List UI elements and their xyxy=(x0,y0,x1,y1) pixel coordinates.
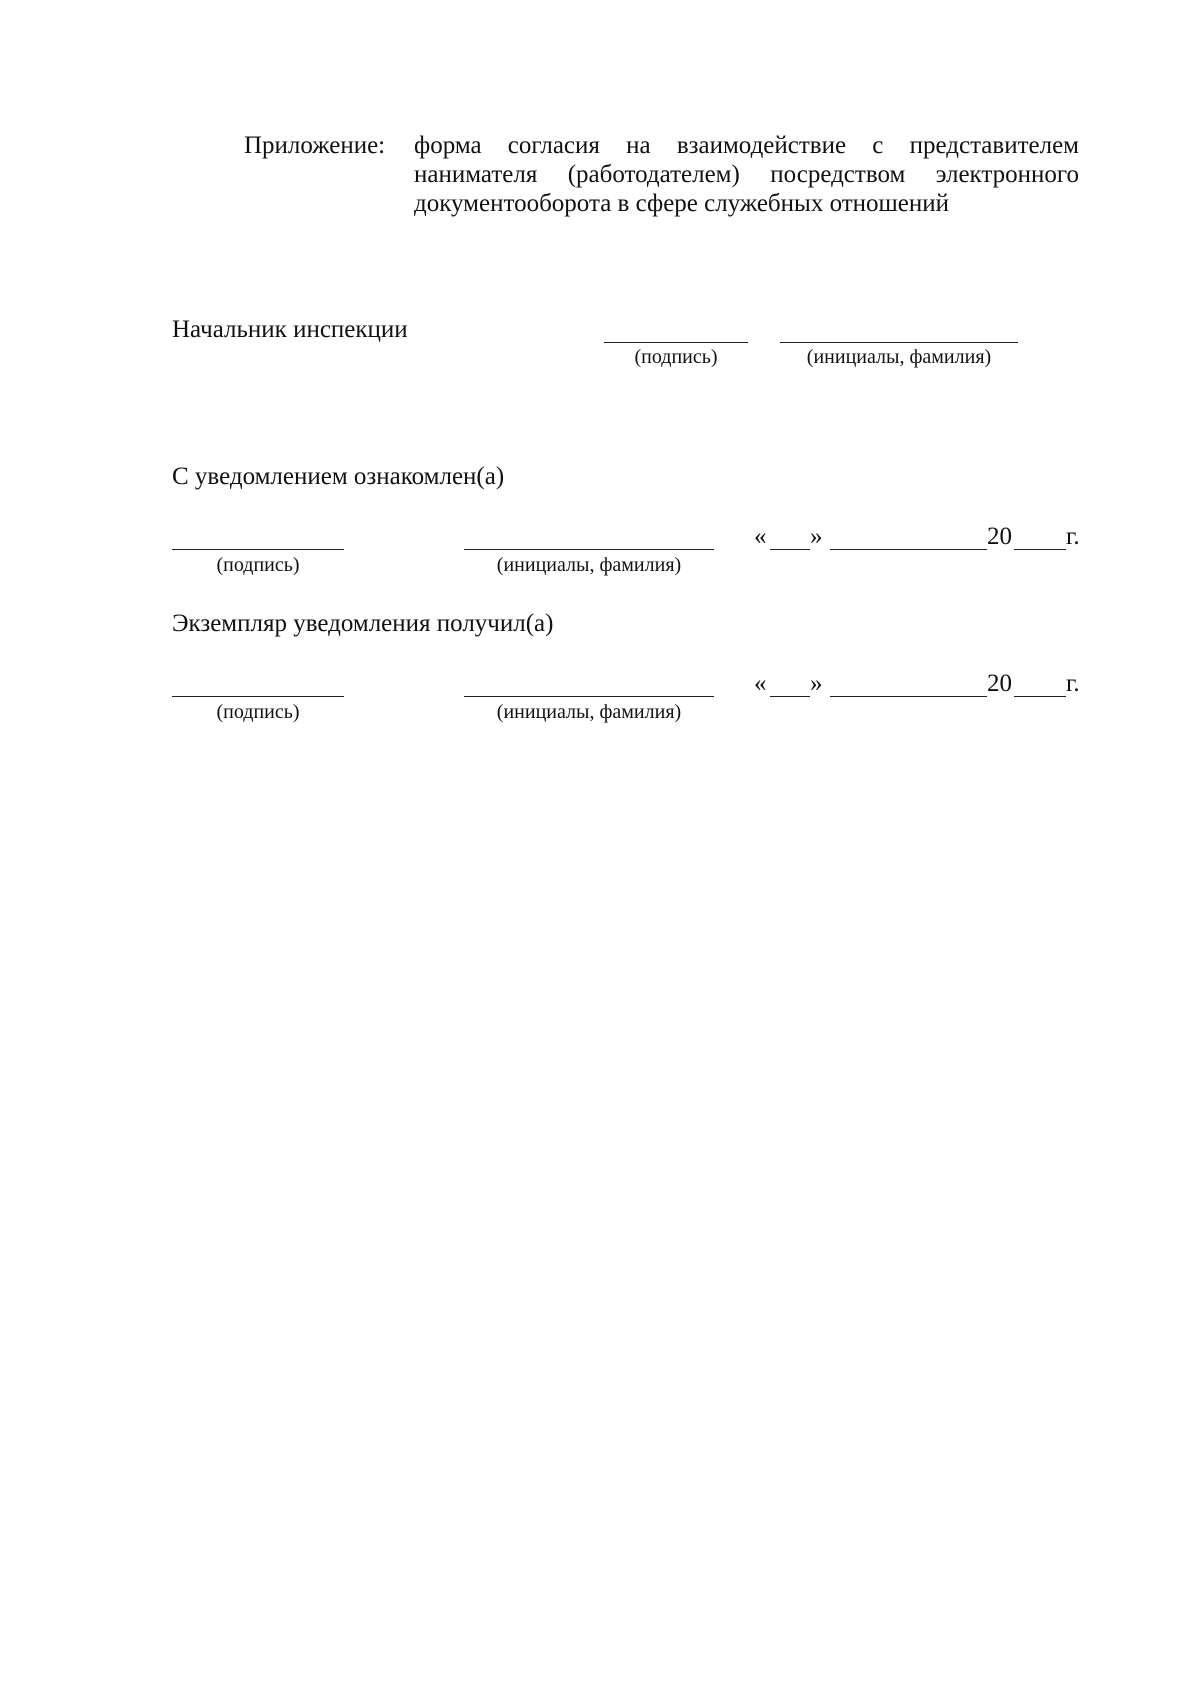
acknowledged-date-close-quote: » xyxy=(810,523,823,550)
attachment-label: Приложение: xyxy=(244,132,386,159)
copy-received-date-day-line xyxy=(770,696,810,697)
acknowledged-name-caption: (инициалы, фамилия) xyxy=(496,554,682,576)
acknowledged-date-open-quote: « xyxy=(754,523,767,550)
acknowledged-date-year-suffix: г. xyxy=(1066,523,1080,550)
head-signature-caption: (подпись) xyxy=(634,346,718,368)
acknowledged-name-line xyxy=(464,549,714,550)
acknowledged-title: С уведомлением ознакомлен(а) xyxy=(172,463,505,490)
copy-received-date-open-quote: « xyxy=(754,670,767,697)
head-name-line xyxy=(780,342,1018,343)
head-name-caption: (инициалы, фамилия) xyxy=(806,346,992,368)
acknowledged-date-day-line xyxy=(770,549,810,550)
attachment-line-2: нанимателя (работодателем) посредством электронного xyxy=(414,161,1079,188)
acknowledged-date-month-line xyxy=(830,549,987,550)
attachment-description xyxy=(414,131,1079,218)
copy-received-name-caption: (инициалы, фамилия) xyxy=(496,701,682,723)
head-title: Начальник инспекции xyxy=(172,316,408,343)
copy-received-date-year-suffix: г. xyxy=(1066,670,1080,697)
copy-received-date-month-line xyxy=(830,696,987,697)
copy-received-signature-line xyxy=(172,696,344,697)
copy-received-date-century: 20 xyxy=(987,670,1012,697)
copy-received-signature-caption: (подпись) xyxy=(216,701,300,723)
attachment-line-3: документооборота в сфере служебных отношений xyxy=(414,190,950,217)
acknowledged-date-century: 20 xyxy=(987,523,1012,550)
copy-received-date-year-line xyxy=(1014,696,1066,697)
acknowledged-date-year-line xyxy=(1014,549,1066,550)
copy-received-title: Экземпляр уведомления получил(а) xyxy=(172,610,554,637)
acknowledged-signature-caption: (подпись) xyxy=(216,554,300,576)
acknowledged-signature-line xyxy=(172,549,344,550)
copy-received-name-line xyxy=(464,696,714,697)
copy-received-date-close-quote: » xyxy=(810,670,823,697)
attachment-line-1: форма согласия на взаимодействие с представителем xyxy=(414,132,1079,159)
head-signature-line xyxy=(604,342,748,343)
